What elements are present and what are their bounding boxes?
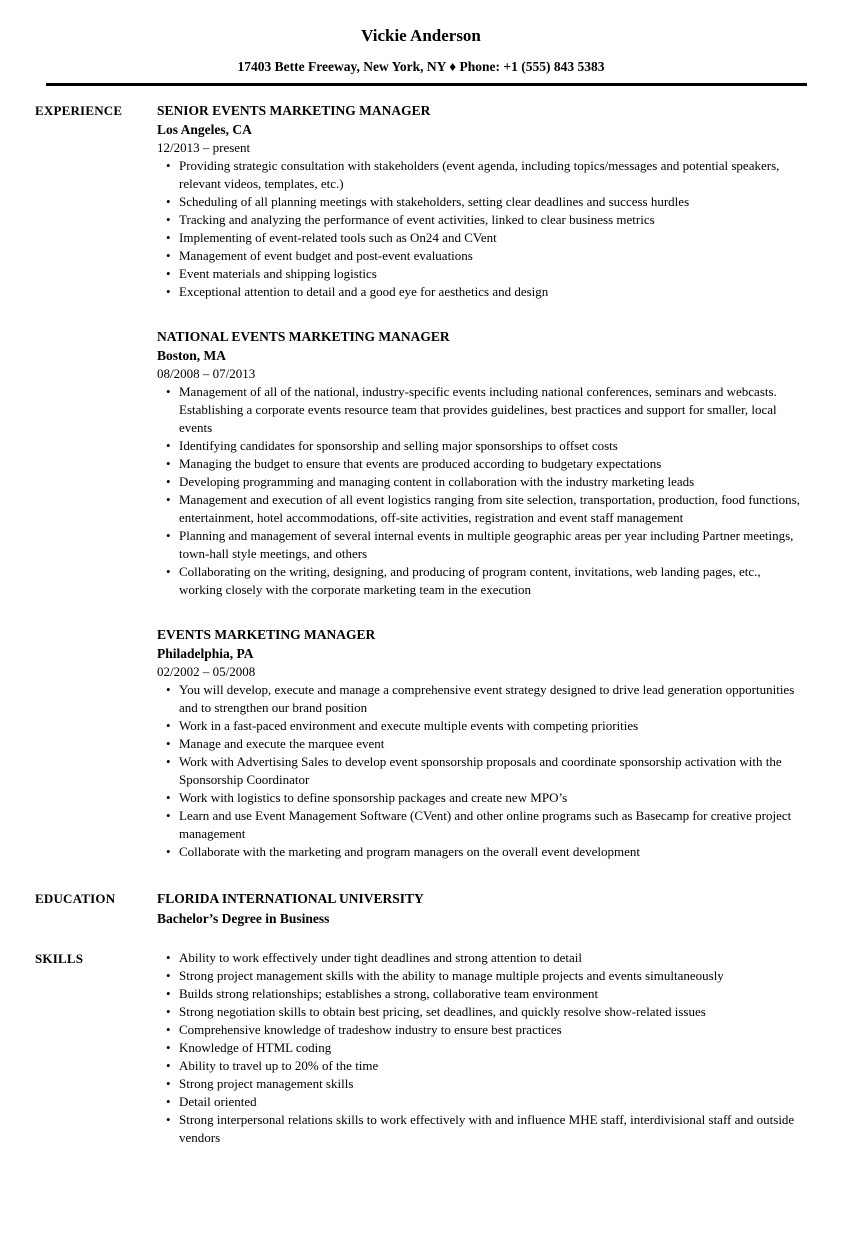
job-bullet: • Management of all of the national, industry-specific events including national conferences, seminars and webcasts. Establishing a corporate events resource team that provides guidelines, best practices and support for smaller, local events: [179, 383, 807, 437]
job-dates: 08/2008 – 07/2013: [157, 366, 256, 381]
experience-section: [35, 101, 807, 861]
job-location: Boston, MA: [157, 348, 227, 363]
skill-bullet: • Comprehensive knowledge of tradeshow industry to ensure best practices: [179, 1021, 807, 1039]
job-location: Los Angeles, CA: [157, 122, 252, 137]
section-label-skills: SKILLS: [35, 951, 84, 966]
resume-header: [35, 26, 807, 86]
job-dates: 02/2002 – 05/2008: [157, 664, 256, 679]
job-bullet: • Scheduling of all planning meetings with stakeholders, setting clear deadlines and success hurdles: [179, 193, 807, 211]
degree: Bachelor’s Degree in Business: [157, 911, 330, 926]
candidate-name: Vickie Anderson: [361, 26, 481, 45]
education-content: [157, 889, 807, 928]
school-name: FLORIDA INTERNATIONAL UNIVERSITY: [157, 891, 424, 906]
job-entry-events-marketing-manager: [157, 625, 807, 861]
job-entry-national-events-marketing-manager: [157, 327, 807, 599]
job-title: NATIONAL EVENTS MARKETING MANAGER: [157, 329, 450, 344]
section-label-experience: EXPERIENCE: [35, 103, 123, 118]
job-bullet: • Tracking and analyzing the performance of event activities, linked to clear business metrics: [179, 211, 807, 229]
job-bullet: • Management of event budget and post-event evaluations: [179, 247, 807, 265]
job-bullet: • Providing strategic consultation with stakeholders (event agenda, including topics/messages and potential speakers, relevant videos, templates, etc.): [179, 157, 807, 193]
job-bullet: • Learn and use Event Management Software (CVent) and other online programs such as Basecamp for creative project management: [179, 807, 807, 843]
job-bullet: • Manage and execute the marquee event: [179, 735, 807, 753]
section-label-education: EDUCATION: [35, 891, 116, 906]
job-bullet: • You will develop, execute and manage a comprehensive event strategy designed to drive lead generation opportunities and to strengthen our brand position: [179, 681, 807, 717]
skill-bullet: • Strong project management skills: [179, 1075, 807, 1093]
job-bullet: • Implementing of event-related tools such as On24 and CVent: [179, 229, 807, 247]
job-bullet: • Identifying candidates for sponsorship and selling major sponsorships to offset costs: [179, 437, 807, 455]
skill-bullet: • Builds strong relationships; establishes a strong, collaborative team environment: [179, 985, 807, 1003]
skill-bullet: • Strong interpersonal relations skills to work effectively with and influence MHE staff, interdivisional staff and outside vendors: [179, 1111, 807, 1147]
job-bullet: • Exceptional attention to detail and a good eye for aesthetics and design: [179, 283, 807, 301]
skills-bullet-list: [157, 949, 807, 1147]
job-bullet: • Developing programming and managing content in collaboration with the industry marketing leads: [179, 473, 807, 491]
job-entry-senior-events-marketing-manager: [157, 101, 807, 301]
skill-bullet: • Ability to travel up to 20% of the time: [179, 1057, 807, 1075]
skill-bullet: • Knowledge of HTML coding: [179, 1039, 807, 1057]
job-bullet-list: [157, 383, 807, 599]
job-bullet: • Management and execution of all event logistics ranging from site selection, transportation, production, food functions, entertainment, hotel accommodations, off-site activities, registration and event staff management: [179, 491, 807, 527]
skill-bullet: • Strong project management skills with the ability to manage multiple projects and events simultaneously: [179, 967, 807, 985]
job-bullet: • Managing the budget to ensure that events are produced according to budgetary expectations: [179, 455, 807, 473]
contact-line: 17403 Bette Freeway, New York, NY ♦ Phone: +1 (555) 843 5383: [237, 59, 605, 74]
job-bullet: • Collaborating on the writing, designing, and producing of program content, invitations, web landing pages, etc., working closely with the corporate marketing team in the execution: [179, 563, 807, 599]
education-section: [35, 889, 807, 928]
job-bullet: • Collaborate with the marketing and program managers on the overall event development: [179, 843, 807, 861]
skill-bullet: • Ability to work effectively under tight deadlines and strong attention to detail: [179, 949, 807, 967]
skills-section: [35, 949, 807, 1147]
job-bullet-list: [157, 157, 807, 301]
job-bullet: • Work in a fast-paced environment and execute multiple events with competing priorities: [179, 717, 807, 735]
job-bullet: • Event materials and shipping logistics: [179, 265, 807, 283]
header-divider: [46, 83, 807, 86]
job-bullet: • Planning and management of several internal events in multiple geographic areas per year including Partner meetings, town-hall style meetings, and others: [179, 527, 807, 563]
skill-bullet: • Detail oriented: [179, 1093, 807, 1111]
job-title: SENIOR EVENTS MARKETING MANAGER: [157, 103, 431, 118]
skills-content: [157, 949, 807, 1147]
job-location: Philadelphia, PA: [157, 646, 254, 661]
job-bullet-list: [157, 681, 807, 861]
job-bullet: • Work with Advertising Sales to develop event sponsorship proposals and coordinate sponsorship activation with the Sponsorship Coordinator: [179, 753, 807, 789]
job-title: EVENTS MARKETING MANAGER: [157, 627, 376, 642]
job-dates: 12/2013 – present: [157, 140, 251, 155]
skill-bullet: • Strong negotiation skills to obtain best pricing, set deadlines, and quickly resolve show-related issues: [179, 1003, 807, 1021]
job-bullet: • Work with logistics to define sponsorship packages and create new MPO’s: [179, 789, 807, 807]
experience-content: [157, 101, 807, 861]
